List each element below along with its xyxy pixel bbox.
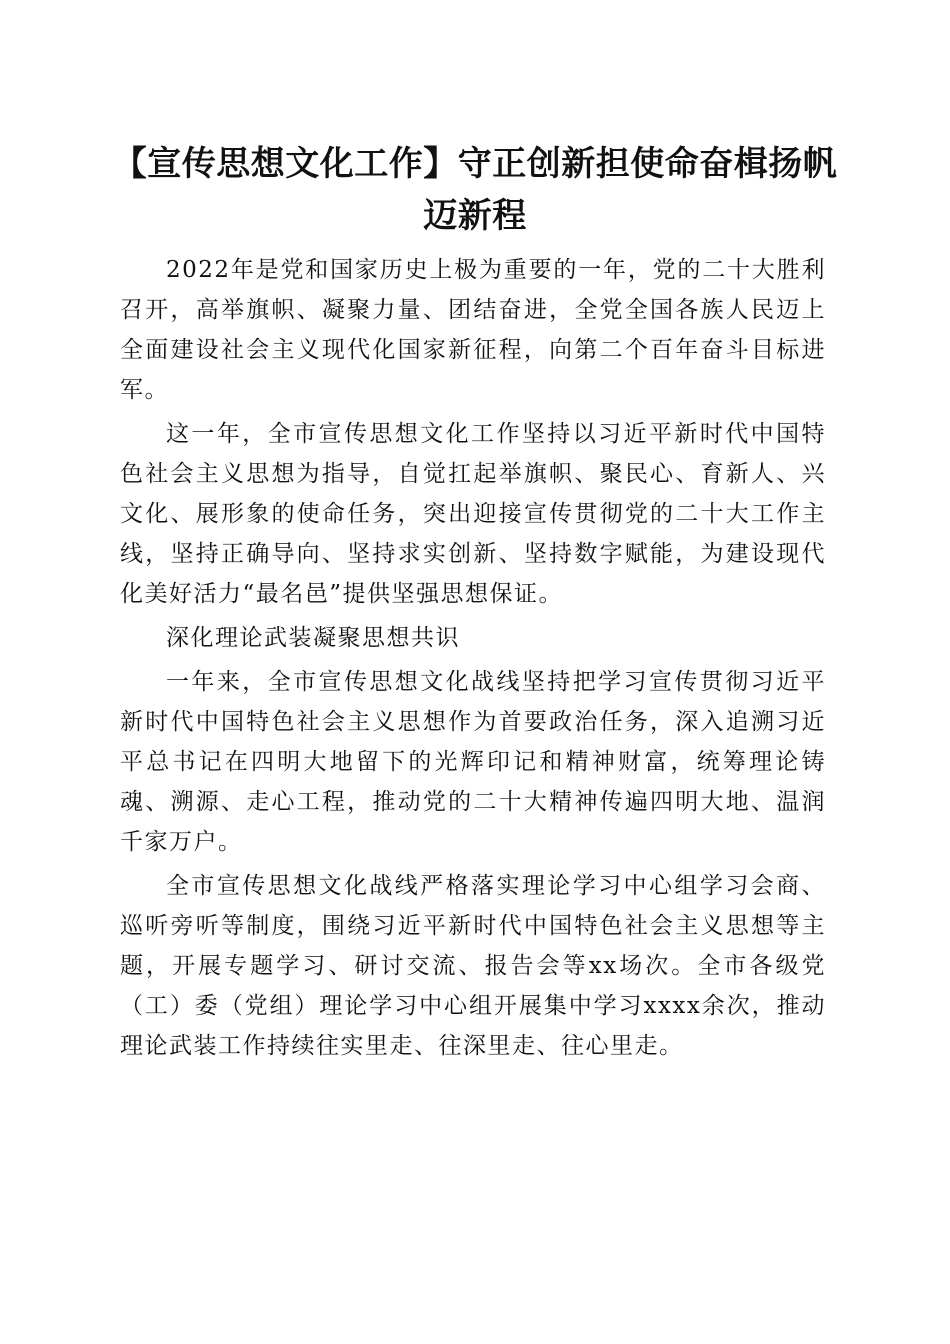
paragraph-study: 全市宣传思想文化战线严格落实理论学习中心组学习会商、巡听旁听等制度，围绕习近平新时代中国特色社会主义思想等主题，开展专题学习、研讨交流、报告会等xx场次。全市各级党（工）委（党组）理论学习中心组开展集中学习xxxx余次，推动理论武装工作持续往实里走、往深里走、往心里走。 [120, 873, 826, 1059]
section-heading: 深化理论武装凝聚思想共识 [166, 625, 460, 651]
paragraph-theory: 一年来，全市宣传思想文化战线坚持把学习宣传贯彻习近平新时代中国特色社会主义思想作为首要政治任务，深入追溯习近平总书记在四明大地留下的光辉印记和精神财富，统筹理论铸魂、溯源、走心工程，推动党的二十大精神传遍四明大地、温润千家万户。 [120, 669, 826, 855]
document-body [120, 250, 826, 1070]
paragraph-overview: 这一年，全市宣传思想文化工作坚持以习近平新时代中国特色社会主义思想为指导，自觉扛起举旗帜、聚民心、育新人、兴文化、展形象的使命任务，突出迎接宣传贯彻党的二十大工作主线，坚持正确导向、坚持求实创新、坚持数字赋能，为建设现代化美好活力“最名邑”提供坚强思想保证。 [120, 421, 826, 607]
document-title: 【宣传思想文化工作】守正创新担使命奋楫扬帆迈新程 [112, 144, 838, 236]
paragraph-intro: 2022年是党和国家历史上极为重要的一年，党的二十大胜利召开，高举旗帜、凝聚力量、团结奋进，全党全国各族人民迈上全面建设社会主义现代化国家新征程，向第二个百年奋斗目标进军。 [120, 257, 826, 403]
